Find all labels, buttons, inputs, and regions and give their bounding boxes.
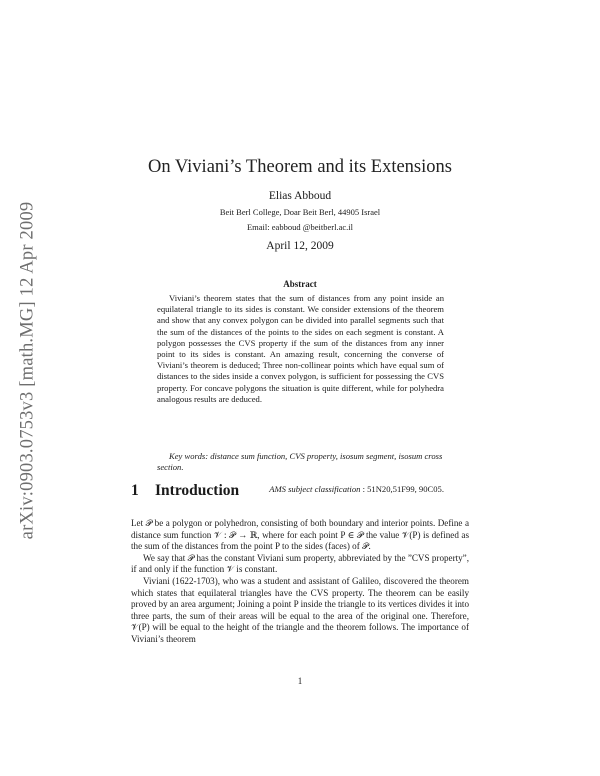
arxiv-sidebar: [8, 174, 48, 566]
section-number: 1: [131, 482, 139, 499]
paragraph: We say that 𝒫 has the constant Viviani sum property, abbreviated by the ”CVS property”, if and only if the function 𝒱 is constant.: [131, 552, 469, 575]
body-text: [131, 518, 469, 646]
author-name: Elias Abboud: [268, 190, 332, 202]
ams-value: : 51N20,51F99, 90C05.: [362, 484, 444, 494]
paper-date: April 12, 2009: [266, 240, 334, 252]
section-heading: [131, 482, 239, 500]
author-email: Email: eabboud @beitberl.ac.il: [246, 222, 353, 232]
paper-title: On Viviani’s Theorem and its Extensions: [148, 157, 452, 177]
ams-label: AMS subject classification: [269, 484, 361, 494]
section-title: Introduction: [155, 482, 240, 499]
paragraph: Viviani (1622-1703), who was a student and assistant of Galileo, discovered the theorem which states that equilateral triangles have the CVS property. The theorem can be easily proved by an area argument; Joining a point P inside the triangle to its vertices divides it into three parts, the sum of their areas will be equal to the area of the original one. Therefore, 𝒱(P) will be equal to the height of the triangle and the theorem follows. The importance of Viviani’s theorem: [131, 575, 469, 644]
paragraph: Let 𝒫 be a polygon or polyhedron, consisting of both boundary and interior points. Define a distance sum function 𝒱 : 𝒫 → ℝ, where for each point P ∈ 𝒫 the value 𝒱(P) is defined as the sum of the distances from the point P to the sides (faces) of 𝒫.: [131, 518, 469, 552]
page-number: 1: [297, 676, 303, 686]
keywords: Key words: distance sum function, CVS property, isosum segment, isosum cross section.: [157, 451, 443, 473]
abstract-text: Viviani’s theorem states that the sum of distances from any point inside an equilateral triangle to its sides is constant. We consider extensions of the theorem and show that any convex polygon can be divided into parallel segments such that the sum of the distances of the points to the sides on each segment is constant. A polygon possesses the CVS property if the sum of the distances from any inner point to its sides is constant. An amazing result, concerning the converse of Viviani’s theorem is deduced; Three non-collinear points which have equal sum of distances to the sides inside a convex polygon, is sufficient for possessing the CVS property. For concave polygons the situation is quite different, while for polyhedra analogous results are deduced.: [157, 293, 444, 404]
author-affiliation: Beit Berl College, Doar Beit Berl, 44905 Israel: [219, 207, 381, 217]
arxiv-identifier: arXiv:0903.0753v3 [math.MG] 12 Apr 2009: [17, 201, 38, 539]
abstract-heading: Abstract: [283, 279, 317, 289]
